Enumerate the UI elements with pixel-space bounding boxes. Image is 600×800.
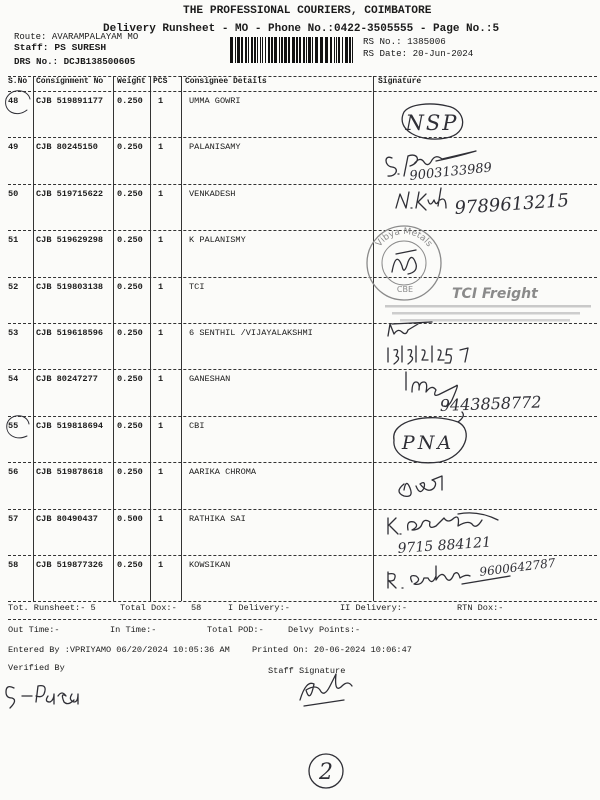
total-runsheet-value: 5 bbox=[90, 603, 96, 613]
weight-value: 0.250 bbox=[117, 420, 143, 431]
header-consignee-details: Consignee Details bbox=[185, 77, 267, 86]
stamp-city: CBE bbox=[396, 285, 414, 294]
entered-by-value: VPRIYAMO 06/20/2024 10:05:36 AM bbox=[69, 645, 230, 655]
weight-value: 0.250 bbox=[117, 188, 143, 199]
pieces-count: 1 bbox=[158, 328, 164, 338]
runsheet-row bbox=[0, 137, 600, 183]
row55-initials: PNA bbox=[401, 432, 455, 454]
route-value: AVARAMPALAYAM MO bbox=[51, 32, 139, 42]
first-delivery-label: I Delivery:- bbox=[228, 603, 290, 613]
consignee-name: TCI bbox=[189, 281, 205, 292]
header-weight: Weight bbox=[117, 77, 146, 86]
runsheet-row bbox=[0, 416, 600, 462]
return-dox-label: RTN Dox:- bbox=[457, 603, 504, 613]
staff-signature-label: Staff Signature bbox=[268, 666, 346, 676]
rs-date-label: RS Date: bbox=[363, 48, 408, 59]
row58-phone-note: 9600642787 bbox=[478, 555, 557, 579]
freight-stamp-name: TCI Freight bbox=[452, 286, 538, 302]
pieces-count: 1 bbox=[158, 467, 164, 478]
serial-number: 57 bbox=[8, 513, 19, 524]
consignee-name: KOWSIKAN bbox=[189, 560, 231, 570]
weight-value: 0.250 bbox=[117, 467, 143, 478]
serial-number: 55 bbox=[8, 420, 19, 431]
pieces-count: 1 bbox=[158, 513, 164, 524]
consignee-name: CBI bbox=[189, 420, 205, 431]
weight-value: 0.250 bbox=[117, 281, 143, 292]
pieces-count: 1 bbox=[158, 188, 164, 199]
consignment-number: CJB 80245150 bbox=[36, 142, 98, 153]
rs-number-value: 1385006 bbox=[407, 36, 446, 47]
consignee-name: GANESHAN bbox=[189, 374, 231, 385]
drs-label: DRS No.: bbox=[14, 56, 59, 67]
consignee-name: RATHIKA SAI bbox=[189, 513, 246, 524]
verified-by-label: Verified By bbox=[8, 663, 65, 673]
weight-value: 0.250 bbox=[117, 374, 143, 385]
row48-initials: NSP bbox=[405, 111, 459, 135]
consignment-number: CJB 519818694 bbox=[36, 420, 104, 431]
header-pieces: PCS bbox=[153, 77, 168, 86]
serial-number: 56 bbox=[8, 467, 19, 478]
entered-by bbox=[8, 646, 230, 655]
entered-by-label: Entered By : bbox=[8, 645, 70, 655]
pieces-count: 1 bbox=[158, 560, 164, 570]
runsheet-row bbox=[0, 509, 600, 555]
total-pod-label: Total POD:- bbox=[207, 625, 264, 635]
pieces-count: 1 bbox=[158, 374, 164, 385]
runsheet-title: Delivery Runsheet - MO - Phone No.:0422-3505555 - Page No.:5 bbox=[103, 23, 500, 35]
staff-value: PS SURESH bbox=[54, 41, 107, 53]
pieces-count: 1 bbox=[158, 96, 164, 106]
runsheet-row bbox=[0, 555, 600, 601]
row49-phone-note: 9003133989 bbox=[408, 160, 493, 184]
footer-rule bbox=[8, 619, 597, 620]
serial-number: 58 bbox=[8, 560, 19, 570]
out-time-label: Out Time:- bbox=[8, 625, 60, 635]
printed-on-value: 20-06-2024 10:06:47 bbox=[313, 645, 412, 655]
weight-value: 0.250 bbox=[117, 328, 143, 338]
consignment-number: CJB 80247277 bbox=[36, 374, 98, 385]
staff-label: Staff: bbox=[14, 41, 49, 53]
runsheet-row bbox=[0, 323, 600, 369]
drs-value: DCJB138500605 bbox=[63, 56, 136, 67]
serial-number: 54 bbox=[8, 374, 19, 385]
consignment-number: CJB 519618596 bbox=[36, 328, 104, 338]
rs-date-value: 20-Jun-2024 bbox=[412, 48, 474, 59]
consignee-name: UMMA GOWRI bbox=[189, 96, 241, 106]
route-label: Route: bbox=[14, 32, 47, 42]
total-dox-value: 58 bbox=[191, 603, 202, 613]
header-consignment-number: Consignment No bbox=[36, 77, 104, 86]
consignment-number: CJB 519803138 bbox=[36, 281, 104, 292]
runsheet-row bbox=[0, 277, 600, 323]
rs-number-label: RS No.: bbox=[363, 36, 402, 47]
weight-value: 0.500 bbox=[117, 513, 143, 524]
total-runsheet-label: Tot. Runsheet:- bbox=[8, 603, 86, 613]
serial-number: 53 bbox=[8, 328, 19, 338]
runsheet-row bbox=[0, 369, 600, 415]
row54-phone-note: 9443858772 bbox=[439, 392, 542, 415]
runsheet-row bbox=[0, 230, 600, 276]
delivery-points-label: Delvy Points:- bbox=[288, 625, 361, 635]
consignee-name: K PALANISMY bbox=[189, 235, 246, 246]
runsheet-row bbox=[0, 462, 600, 508]
company-name: THE PROFESSIONAL COURIERS, COIMBATORE bbox=[183, 4, 432, 17]
consignee-name: AARIKA CHROMA bbox=[189, 467, 257, 478]
serial-number: 49 bbox=[8, 142, 19, 153]
row-divider bbox=[8, 601, 597, 602]
runsheet-row bbox=[0, 184, 600, 230]
pieces-count: 1 bbox=[158, 142, 164, 153]
serial-number: 48 bbox=[8, 96, 19, 106]
weight-value: 0.250 bbox=[117, 96, 143, 106]
printed-on-label: Printed On: bbox=[252, 645, 309, 655]
serial-number: 50 bbox=[8, 188, 19, 199]
second-delivery-label: II Delivery:- bbox=[340, 603, 408, 613]
consignee-name: PALANISAMY bbox=[189, 142, 241, 153]
consignment-number: CJB 519629298 bbox=[36, 235, 104, 246]
pieces-count: 1 bbox=[158, 281, 164, 292]
total-runsheet bbox=[8, 604, 96, 613]
consignment-number: CJB 519891177 bbox=[36, 96, 104, 106]
row50-phone-note: 9789613215 bbox=[453, 190, 570, 219]
in-time-label: In Time:- bbox=[110, 625, 157, 635]
serial-number: 51 bbox=[8, 235, 19, 246]
consignment-number: CJB 519877326 bbox=[36, 560, 104, 570]
pieces-count: 1 bbox=[158, 420, 164, 431]
weight-value: 0.250 bbox=[117, 560, 143, 570]
consignment-number: CJB 519715622 bbox=[36, 188, 104, 199]
consignment-number: CJB 80490437 bbox=[36, 513, 98, 524]
consignment-number: CJB 519878618 bbox=[36, 467, 104, 478]
runsheet-row bbox=[0, 91, 600, 137]
stamp-company-name-path: Vibya Metals bbox=[374, 226, 434, 249]
total-dox-label: Total Dox:- bbox=[120, 603, 177, 613]
consignee-name: VENKADESH bbox=[189, 188, 236, 199]
header-serial-number: S.No bbox=[8, 77, 28, 86]
serial-number: 52 bbox=[8, 281, 19, 292]
pieces-count: 1 bbox=[158, 235, 164, 246]
printed-on bbox=[252, 646, 412, 655]
weight-value: 0.250 bbox=[117, 142, 143, 153]
row57-phone-note: 9715 884121 bbox=[397, 534, 492, 557]
weight-value: 0.250 bbox=[117, 235, 143, 246]
consignee-name: 6 SENTHIL /VIJAYALAKSHMI bbox=[189, 328, 313, 338]
page-mark: 2 bbox=[319, 760, 333, 785]
header-signature: Signature bbox=[378, 77, 422, 86]
